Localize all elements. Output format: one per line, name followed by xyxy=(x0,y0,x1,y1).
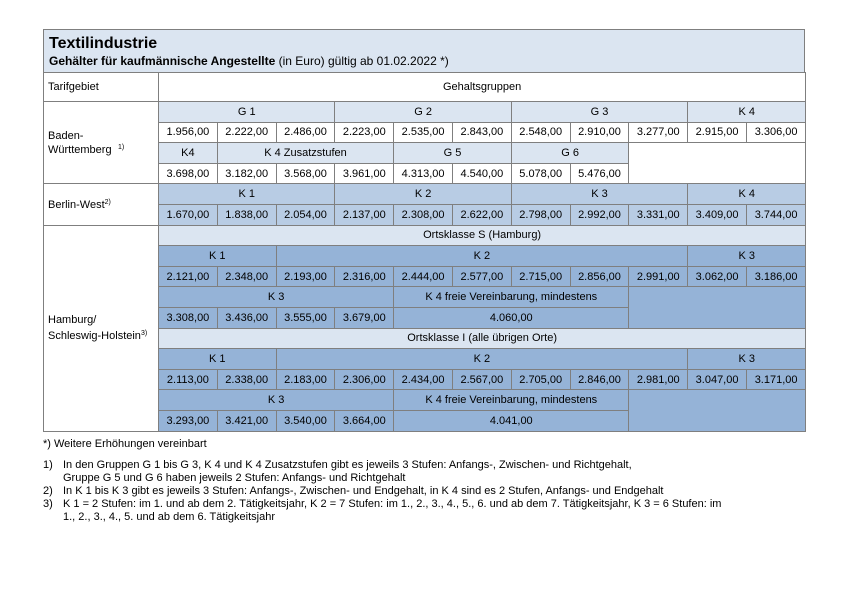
header-region: Tarifgebiet xyxy=(44,73,159,102)
group-header: K 3 xyxy=(511,184,687,205)
footnote-text xyxy=(63,498,805,524)
value-cell: 2.843,00 xyxy=(452,122,511,143)
value-cell: 2.222,00 xyxy=(217,122,276,143)
value-cell: 4.313,00 xyxy=(394,163,453,184)
document-title: Textilindustrie xyxy=(49,35,158,52)
value-cell: 2.316,00 xyxy=(335,266,394,287)
group-header: K 2 xyxy=(335,184,511,205)
group-header: K4 xyxy=(159,143,218,164)
value-cell: 2.348,00 xyxy=(217,266,276,287)
value-cell: 2.535,00 xyxy=(394,122,453,143)
title-box xyxy=(43,29,805,72)
value-cell: 3.171,00 xyxy=(746,369,805,390)
region-berlin xyxy=(44,184,159,225)
value-cell: 3.436,00 xyxy=(217,307,276,328)
value-cell: 3.555,00 xyxy=(276,307,335,328)
value-cell: 2.308,00 xyxy=(394,204,453,225)
value-cell: 2.705,00 xyxy=(511,369,570,390)
footnote-1 xyxy=(43,459,805,485)
value-cell: 2.548,00 xyxy=(511,122,570,143)
value-cell: 1.670,00 xyxy=(159,204,218,225)
value-cell: 2.577,00 xyxy=(452,266,511,287)
region-hamburg-name2: Schleswig-Holstein xyxy=(48,330,141,343)
footnote-text xyxy=(63,485,805,498)
bw-groups-row xyxy=(44,102,806,123)
group-header: K 4 xyxy=(688,184,806,205)
value-cell: 2.444,00 xyxy=(394,266,453,287)
value-cell: 3.047,00 xyxy=(688,369,747,390)
value-cell: 2.338,00 xyxy=(217,369,276,390)
value-cell: 3.961,00 xyxy=(335,163,394,184)
value-cell: 3.186,00 xyxy=(746,266,805,287)
document-subtitle xyxy=(49,53,799,69)
value-cell: 2.137,00 xyxy=(335,204,394,225)
footnote-star: *) Weitere Erhöhungen vereinbart xyxy=(43,437,207,450)
empty-cell xyxy=(629,287,806,328)
value-cell: 3.182,00 xyxy=(217,163,276,184)
value-cell: 5.078,00 xyxy=(511,163,570,184)
hh-i-groups2-row xyxy=(44,390,806,411)
value-cell: 3.421,00 xyxy=(217,410,276,431)
group-header: K 3 xyxy=(159,287,394,308)
value-cell: 1.956,00 xyxy=(159,122,218,143)
value-cell: 2.121,00 xyxy=(159,266,218,287)
group-header: K 4 xyxy=(688,102,806,123)
value-cell: 3.293,00 xyxy=(159,410,218,431)
value-cell: 2.798,00 xyxy=(511,204,570,225)
berlin-values-row xyxy=(44,204,806,225)
footnote-3 xyxy=(43,498,805,524)
footnote-line: Gruppe G 5 und G 6 haben jeweils 2 Stufen: Anfangs- und Richtgehalt xyxy=(63,471,406,484)
footnote-line: In den Gruppen G 1 bis G 3, K 4 und K 4 Zusatzstufen gibt es jeweils 3 Stufen: Anfangs-, Zwischen- und Richtgehalt, xyxy=(63,458,632,471)
value-cell: 4.540,00 xyxy=(452,163,511,184)
value-cell: 3.308,00 xyxy=(159,307,218,328)
region-berlin-sup: 2) xyxy=(104,199,111,207)
group-header: K 1 xyxy=(159,246,277,267)
region-bw xyxy=(44,102,159,184)
hh-s-label-row xyxy=(44,225,806,246)
value-cell: 2.054,00 xyxy=(276,204,335,225)
group-header: K 4 Zusatzstufen xyxy=(217,143,393,164)
salary-table xyxy=(43,72,806,432)
value-cell: 3.409,00 xyxy=(688,204,747,225)
footnote-number: 3) xyxy=(43,497,53,510)
header-row xyxy=(44,73,806,102)
value-cell: 2.193,00 xyxy=(276,266,335,287)
group-header: G 5 xyxy=(394,143,512,164)
value-cell: 2.915,00 xyxy=(688,122,747,143)
value-cell: 3.331,00 xyxy=(629,204,688,225)
value-cell: 2.486,00 xyxy=(276,122,335,143)
empty-cell xyxy=(629,390,806,431)
ortsklasse-i-label: Ortsklasse I (alle übrigen Orte) xyxy=(159,328,806,349)
footnote-number: 2) xyxy=(43,484,53,497)
group-header: K 1 xyxy=(159,349,277,370)
value-cell: 3.277,00 xyxy=(629,122,688,143)
value-cell: 3.568,00 xyxy=(276,163,335,184)
region-hamburg-name1: Hamburg/ xyxy=(48,314,97,327)
hh-s-values-row xyxy=(44,266,806,287)
footnote-line: 1., 2., 3., 4., 5. und ab dem 6. Tätigkeitsjahr xyxy=(63,510,275,523)
value-cell: 2.567,00 xyxy=(452,369,511,390)
region-hamburg-sup: 3) xyxy=(140,330,148,338)
footnotes xyxy=(43,438,805,524)
value-cell: 3.744,00 xyxy=(746,204,805,225)
group-header: K 4 freie Vereinbarung, mindestens xyxy=(394,287,629,308)
bw-values-row xyxy=(44,122,806,143)
group-header: K 3 xyxy=(688,246,806,267)
region-bw-sup: 1) xyxy=(118,143,125,151)
value-cell: 4.060,00 xyxy=(394,307,629,328)
berlin-groups-row xyxy=(44,184,806,205)
value-cell: 2.846,00 xyxy=(570,369,629,390)
footnote-2 xyxy=(43,485,805,498)
value-cell: 3.306,00 xyxy=(746,122,805,143)
value-cell: 3.664,00 xyxy=(335,410,394,431)
hh-s-groups2-row xyxy=(44,287,806,308)
value-cell: 1.838,00 xyxy=(217,204,276,225)
group-header: K 1 xyxy=(159,184,335,205)
footnote-text xyxy=(63,459,805,485)
value-cell: 2.981,00 xyxy=(629,369,688,390)
region-hamburg xyxy=(44,225,159,431)
value-cell: 3.062,00 xyxy=(688,266,747,287)
value-cell: 5.476,00 xyxy=(570,163,629,184)
group-header: G 6 xyxy=(511,143,629,164)
value-cell: 2.991,00 xyxy=(629,266,688,287)
value-cell: 2.910,00 xyxy=(570,122,629,143)
value-cell: 2.113,00 xyxy=(159,369,218,390)
group-header: K 3 xyxy=(159,390,394,411)
header-groups: Gehaltsgruppen xyxy=(159,73,806,102)
hh-s-groups-row xyxy=(44,246,806,267)
value-cell: 2.622,00 xyxy=(452,204,511,225)
subtitle-rest: (in Euro) gültig ab 01.02.2022 *) xyxy=(275,54,449,68)
document xyxy=(43,29,805,524)
group-header: G 1 xyxy=(159,102,335,123)
value-cell: 3.540,00 xyxy=(276,410,335,431)
hh-i-values-row xyxy=(44,369,806,390)
value-cell: 2.223,00 xyxy=(335,122,394,143)
value-cell: 2.715,00 xyxy=(511,266,570,287)
value-cell: 2.183,00 xyxy=(276,369,335,390)
ortsklasse-s-label: Ortsklasse S (Hamburg) xyxy=(159,225,806,246)
footnote-number: 1) xyxy=(43,458,53,471)
hh-i-groups-row xyxy=(44,349,806,370)
value-cell: 2.434,00 xyxy=(394,369,453,390)
region-berlin-name: Berlin-West xyxy=(48,199,105,212)
group-header: K 2 xyxy=(276,246,688,267)
value-cell: 3.698,00 xyxy=(159,163,218,184)
group-header: G 2 xyxy=(335,102,511,123)
group-header: G 3 xyxy=(511,102,687,123)
value-cell: 2.992,00 xyxy=(570,204,629,225)
group-header: K 4 freie Vereinbarung, mindestens xyxy=(394,390,629,411)
value-cell: 4.041,00 xyxy=(394,410,629,431)
subtitle-bold: Gehälter für kaufmännische Angestellte xyxy=(49,54,276,68)
region-bw-name: Baden-Württemberg xyxy=(48,129,112,156)
footnote-line: K 1 = 2 Stufen: im 1. und ab dem 2. Tätigkeitsjahr, K 2 = 7 Stufen: im 1., 2., 3., 4., 5., 6. und ab dem 7. Tätigkeitsjahr, K 3 = 6 Stufen: im xyxy=(63,497,722,510)
value-cell: 2.306,00 xyxy=(335,369,394,390)
value-cell: 2.856,00 xyxy=(570,266,629,287)
group-header: K 3 xyxy=(688,349,806,370)
bw-groups2-row xyxy=(44,143,806,164)
value-cell: 3.679,00 xyxy=(335,307,394,328)
empty-cell xyxy=(629,143,806,184)
group-header: K 2 xyxy=(276,349,688,370)
hh-i-label-row xyxy=(44,328,806,349)
footnote-line: In K 1 bis K 3 gibt es jeweils 3 Stufen: Anfangs-, Zwischen- und Endgehalt, in K 4 sind es 2 Stufen, Anfangs- und Endgehalt xyxy=(63,484,664,497)
